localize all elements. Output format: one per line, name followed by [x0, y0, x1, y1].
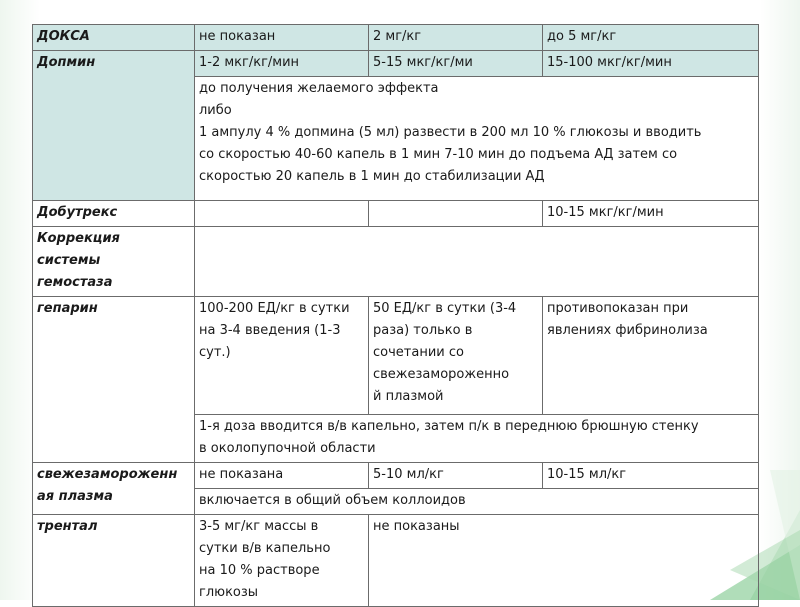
dose-cell: 5-10 мл/кг	[369, 463, 543, 489]
drug-name-plazma: свежезамороженн ая плазма	[33, 463, 195, 515]
dose-cell: до 5 мг/кг	[543, 25, 759, 51]
geparin-note: 1-я доза вводится в/в капельно, затем п/к в переднюю брюшную стенку в околопупочной области	[195, 415, 759, 463]
note-line: до получения желаемого эффекта	[199, 81, 439, 96]
drug-name-geparin: гепарин	[33, 297, 195, 463]
plazma-note: включается в общий объем коллоидов	[195, 489, 759, 515]
empty-cell	[369, 201, 543, 227]
table-row	[33, 25, 759, 51]
dose-cell: 15-100 мкг/кг/мин	[543, 51, 759, 77]
table-row	[33, 463, 759, 489]
dose-cell: противопоказан при явлениях фибринолиза	[543, 297, 759, 415]
dose-cell: 10-15 мл/кг	[543, 463, 759, 489]
dose-cell: 100-200 ЕД/кг в сутки на 3-4 введения (1-3 сут.)	[195, 297, 369, 415]
drug-name-trental: трентал	[33, 515, 195, 607]
note-line: скоростью 20 капель в 1 мин до стабилизации АД	[199, 169, 545, 184]
dose-cell: не показана	[195, 463, 369, 489]
dose-cell: не показаны	[369, 515, 759, 607]
empty-cell	[195, 227, 759, 297]
dose-cell: не показан	[195, 25, 369, 51]
dopmin-note	[195, 77, 759, 201]
dose-cell: 10-15 мкг/кг/мин	[543, 201, 759, 227]
dose-cell: 1-2 мкг/кг/мин	[195, 51, 369, 77]
dosage-table	[32, 24, 759, 607]
table-row	[33, 297, 759, 415]
drug-name-dopmin: Допмин	[33, 51, 195, 201]
dose-cell: 3-5 мг/кг массы в сутки в/в капельно на 10 % растворе глюкозы	[195, 515, 369, 607]
note-line: 1 ампулу 4 % допмина (5 мл) развести в 200 мл 10 % глюкозы и вводить	[199, 125, 702, 140]
dose-cell: 5-15 мкг/кг/ми	[369, 51, 543, 77]
table-row	[33, 515, 759, 607]
table-row	[33, 51, 759, 77]
drug-name-doksa: ДОКСА	[33, 25, 195, 51]
empty-cell	[195, 201, 369, 227]
note-line: со скоростью 40-60 капель в 1 мин 7-10 мин до подъема АД затем со	[199, 147, 678, 162]
table-row	[33, 227, 759, 297]
section-name-korrekciya: Коррекция системы гемостаза	[33, 227, 195, 297]
table-row	[33, 201, 759, 227]
note-line: либо	[199, 103, 232, 118]
drug-name-dobutreks: Добутрекс	[33, 201, 195, 227]
dose-cell: 2 мг/кг	[369, 25, 543, 51]
dose-cell: 50 ЕД/кг в сутки (3-4 раза) только в сочетании со свежезамороженно й плазмой	[369, 297, 543, 415]
